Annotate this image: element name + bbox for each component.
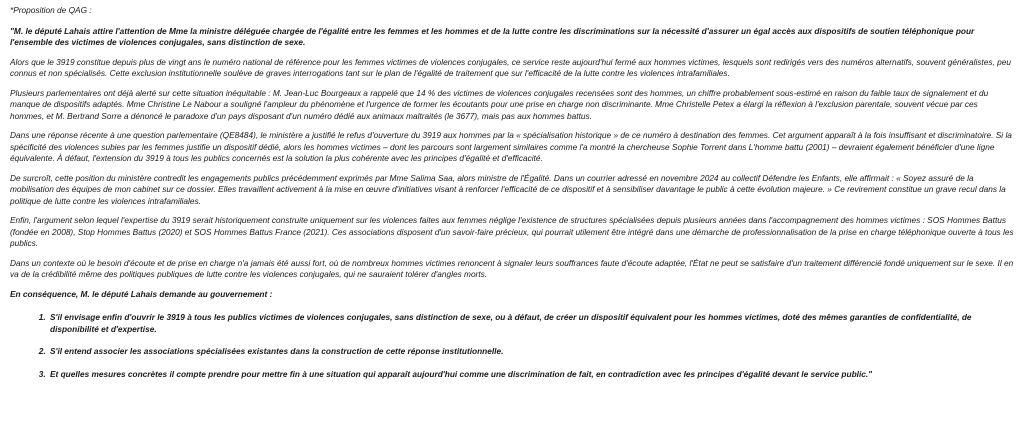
questions-list: [10, 312, 1014, 380]
lead-paragraph: "M. le député Lahais attire l'attention de Mme la ministre déléguée chargée de l'égalité entre les femmes et les hommes et de la lutte contre les discriminations sur la nécessité d'assurer un égal accès aux dispositifs de soutien téléphonique pour l'ensemble des victimes de violences conjugales, sans distinction de sexe.: [10, 25, 975, 47]
body-paragraph: Dans une réponse récente à une question parlementaire (QE8484), le ministère a justifié le refus d'ouverture du 3919 aux hommes par la « spécialisation historique » de ce numéro à destination des femmes. Cet argument apparaît à la fois insuffisant et discriminatoire. Si la spécificité des violences subies par les femmes justifie un dispositif dédié, alors les hommes victimes – dont les parcours sont largement similaires comme l'a montré la chercheuse Sophie Torrent dans L'homme battu (2001) – devraient également bénéficier d'une ligne équivalente. À défaut, l'extension du 3919 à tous les publics concernés est la solution la plus cohérente avec les principes d'égalité et d'efficacité.: [10, 130, 1012, 163]
question-item: 1. S'il envisage enfin d'ouvrir le 3919 à tous les publics victimes de violences conjugales, sans distinction de sexe, ou à défaut, de créer un dispositif équivalent pour les hommes victimes, doté des mêmes garanties de confidentialité, de disponibilité et d'expertise.: [48, 312, 1014, 335]
body-paragraph: Plusieurs parlementaires ont déjà alerté sur cette situation inéquitable : M. Jean-Luc Bourgeaux a rappelé que 14 % des victimes de violences conjugales recensées sont des hommes, un chiffre probablement sous-estimé en raison du faible taux de signalement et du manque de dispositifs adaptés. Mme Christine Le Nabour a souligné l'ampleur du phénomène et l'urgence de former les écoutants pour une prise en charge non discriminante. Mme Christelle Petex a élargi la réflexion à l'exclusion parentale, souvent vécue par ces hommes, et M. Bertrand Sorre a dénoncé le paradoxe d'un pays disposant d'un numéro dédié aux animaux maltraités (le 3677), mais pas aux hommes battus.: [10, 87, 989, 121]
body-paragraph: De surcroît, cette position du ministère contredit les engagements publics précédemment exprimés par Mme Salima Saa, alors ministre de l'Égalité. Dans un courrier adressé en novembre 2024 au collectif Défendre les Enfants, elle affirmait : « Soyez assuré de la mobilisation des équipes de mon cabinet sur ce dossier. Elles travaillent activement à la mise en œuvre d'initiatives visant à renforcer l'efficacité de ce dispositif et à sensibiliser davantage le public à cette évolution majeure. » Ce revirement constitue un grave recul dans la politique de lutte contre les violences intrafamiliales.: [10, 172, 1006, 206]
request-intro: En conséquence, M. le député Lahais demande au gouvernement :: [10, 288, 273, 299]
question-item: 3. Et quelles mesures concrètes il compte prendre pour mettre fin à une situation qui apparaît aujourd'hui comme une discrimination de fait, en contradiction avec les principes d'égalité devant le service public.": [48, 369, 1014, 381]
question-item: 2. S'il entend associer les associations spécialisées existantes dans la construction de cette réponse institutionnelle.: [48, 346, 1014, 358]
body-paragraph: Dans un contexte où le besoin d'écoute et de prise en charge n'a jamais été aussi fort, où de nombreux hommes victimes renoncent à signaler leurs souffrances faute d'écoute adaptée, l'État ne peut se satisfaire d'un traitement différencié fondé uniquement sur le sexe. Il en va de la crédibilité même des politiques publiques de lutte contre les violences conjugales, qui ne sauraient tolérer d'angles morts.: [10, 257, 1014, 279]
document-heading: *Proposition de QAG :: [10, 5, 92, 15]
body-paragraph: Alors que le 3919 constitue depuis plus de vingt ans le numéro national de référence pour les femmes victimes de violences conjugales, ce service reste aujourd'hui fermé aux hommes victimes, lesquels sont redirigés vers des numéros alternatifs, souvent généralistes, peu connus et non spécialisés. Cette exclusion institutionnelle soulève de graves interrogations tant sur le plan de l'égalité de traitement que sur l'efficacité de la lutte contre les violences intrafamiliales.: [10, 56, 1011, 78]
body-paragraph: Enfin, l'argument selon lequel l'expertise du 3919 serait historiquement construite uniquement sur les violences faites aux femmes néglige l'existence de structures spécialisées depuis plusieurs années dans l'accompagnement des hommes victimes : SOS Hommes Battus (fondée en 2008), Stop Hommes Battus (2020) et SOS Hommes Battus France (2021). Ces associations disposent d'un savoir-faire précieux, qui pourrait utilement être intégré dans une démarche de professionnalisation de la prise en charge téléphonique ouverte à tous les publics.: [10, 215, 1014, 248]
